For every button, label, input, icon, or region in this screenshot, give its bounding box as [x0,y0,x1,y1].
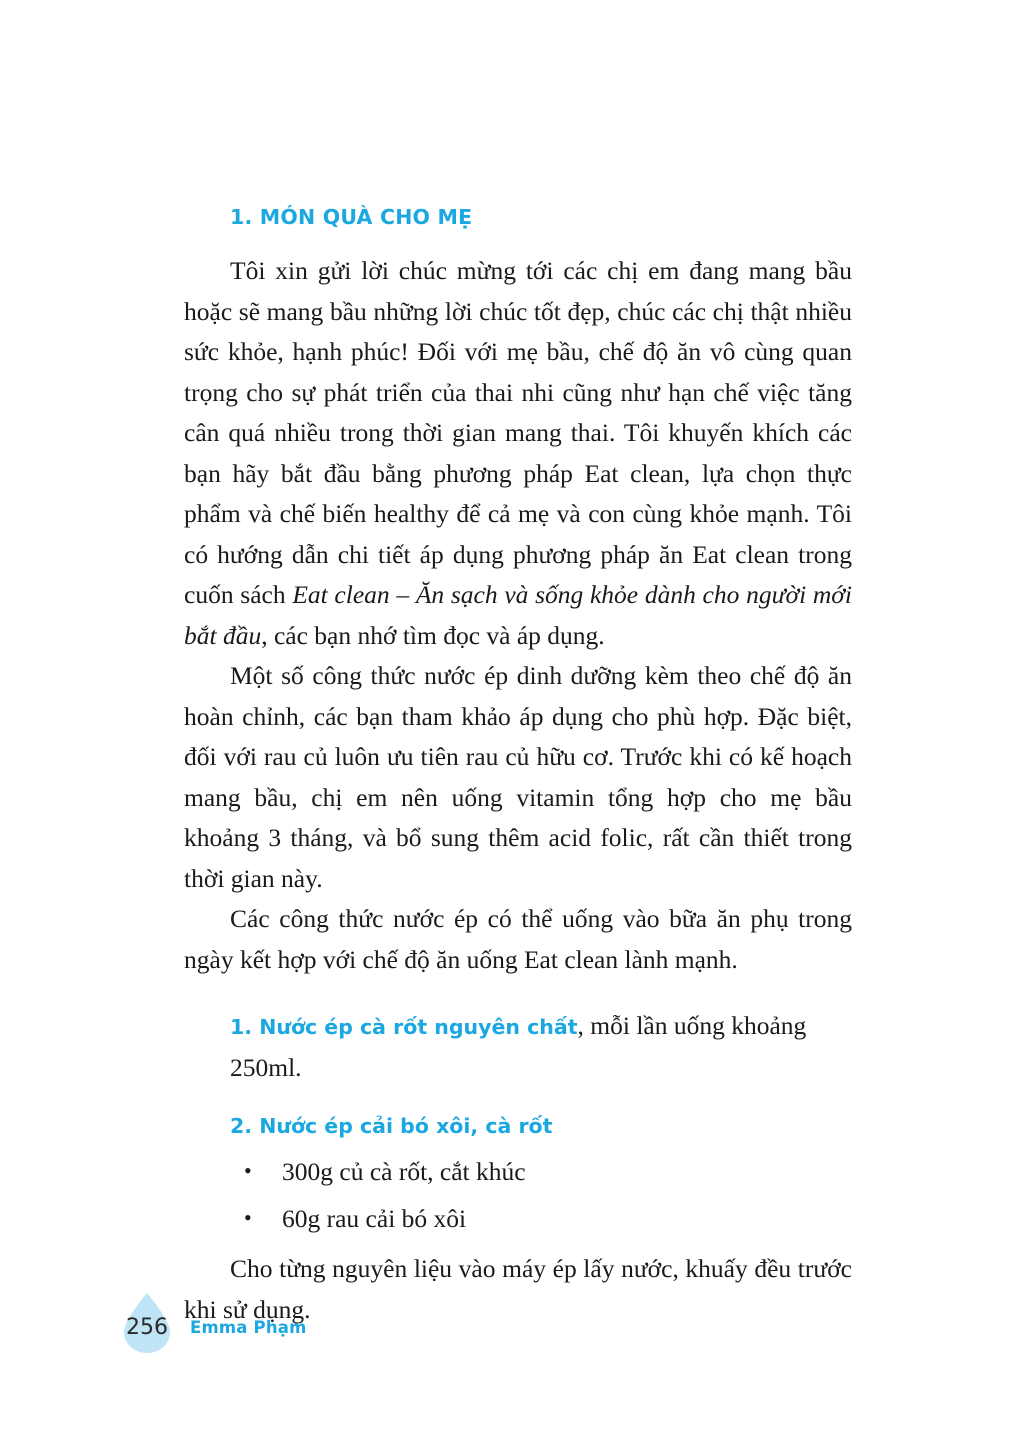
recipe-2-title: 2. Nước ép cải bó xôi, cà rốt [230,1114,553,1138]
paragraph-usage: Các công thức nước ép có thể uống vào bữa ăn phụ trong ngày kết hợp với chế độ ăn uống Eat clean lành mạnh. [184,904,852,974]
paragraph-intro [184,251,852,656]
list-item: • 300g củ cà rốt, cắt khúc [244,1152,852,1193]
list-item: • 60g rau cải bó xôi [244,1199,852,1240]
recipe-1 [230,1006,852,1088]
recipe-2-ingredient-list [184,1152,852,1239]
paragraph-juice-formulas: Một số công thức nước ép dinh dưỡng kèm theo chế độ ăn hoàn chỉnh, các bạn tham khảo áp dụng cho phù hợp. Đặc biệt, đối với rau củ luôn ưu tiên rau củ hữu cơ. Trước khi có kế hoạch mang bầu, chị em nên uống vitamin tổng hợp cho mẹ bầu khoảng 3 tháng, và bổ sung thêm acid folic, rất cần thiết trong thời gian này. [184,661,852,893]
section-title: 1. MÓN QUÀ CHO MẸ [230,205,473,229]
paragraph-intro-text-b: , các bạn nhớ tìm đọc và áp dụng. [261,620,605,650]
paragraph-intro-text-a: Tôi xin gửi lời chúc mừng tới các chị em đang mang bầu hoặc sẽ mang bầu những lời chúc tốt đẹp, chúc các chị thật nhiều sức khỏe, hạnh phúc! Đối với mẹ bầu, chế độ ăn vô cùng quan trọng cho sự phát triển của thai nhi cũng như hạn chế việc tăng cân quá nhiều trong thời gian mang thai. Tôi khuyến khích các bạn hãy bắt đầu bằng phương pháp Eat clean, lựa chọn thực phẩm và chế biến healthy để cả mẹ và con cùng khỏe mạnh. Tôi có hướng dẫn chi tiết áp dụng phương pháp ăn Eat clean trong cuốn sách [184,256,852,609]
page-content [184,205,852,1330]
recipe-1-title: 1. Nước ép cà rốt nguyên chất [230,1015,578,1039]
book-title-italic: Eat clean – Ăn sạch và sống khỏe dành cho người mới bắt đầu [184,580,852,650]
recipe-1-note: , mỗi lần uống khoảng 250ml. [230,1011,807,1082]
page-number: 256 [126,1314,168,1340]
paragraph-closing: Cho từng nguyên liệu vào máy ép lấy nước, khuấy đều trước khi sử dụng. [184,1254,852,1324]
page-footer [118,1292,518,1362]
author-name: Emma Phạm [190,1318,307,1337]
